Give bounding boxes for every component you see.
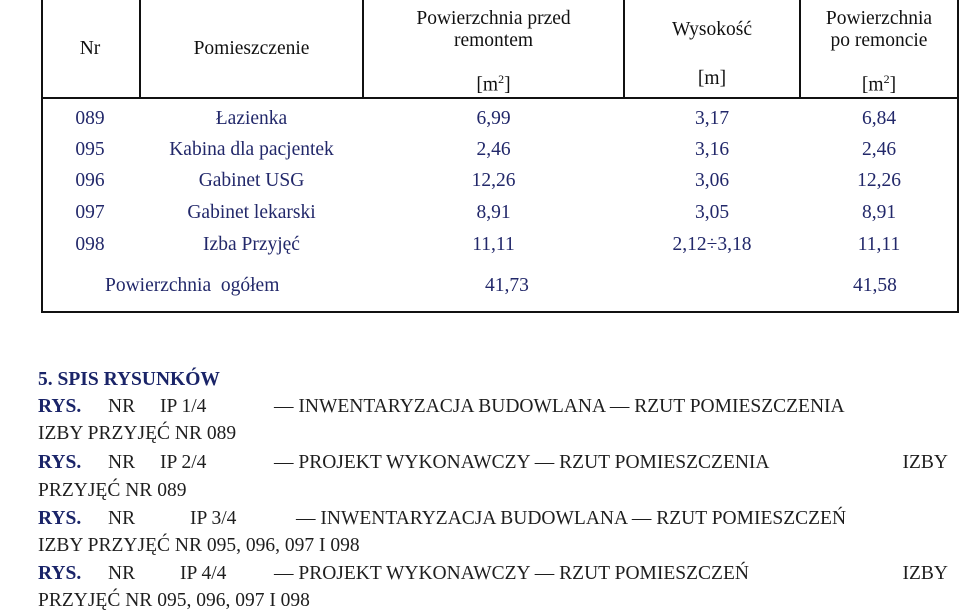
unit-height: [m] — [697, 68, 727, 89]
table-rule — [41, 97, 959, 99]
cell-height: 2,12÷3,18 — [672, 234, 752, 255]
cell-area-after: 8,91 — [861, 202, 897, 223]
cell-room: Gabinet USG — [198, 170, 305, 191]
drawing-description: — INWENTARYZACJA BUDOWLANA — RZUT POMIESZCZEŃ — [296, 508, 847, 529]
drawing-code: IP 3/4 — [190, 508, 237, 529]
cell-area-before: 8,91 — [476, 202, 511, 223]
drawing-description: — INWENTARYZACJA BUDOWLANA — RZUT POMIESZCZENIA — [274, 396, 845, 417]
cell-area-after: 2,46 — [861, 139, 897, 160]
drawing-prefix: RYS. — [38, 508, 82, 529]
cell-nr: 097 — [75, 202, 105, 223]
cell-nr: 096 — [75, 170, 105, 191]
cell-area-after: 6,84 — [861, 108, 897, 129]
area-table — [41, 0, 959, 313]
drawing-code: IP 2/4 — [160, 452, 207, 473]
cell-height: 3,06 — [694, 170, 730, 191]
section-heading: 5. SPIS RYSUNKÓW — [38, 369, 220, 390]
drawing-room-ref: IZBY PRZYJĘĆ NR 089 — [38, 423, 237, 444]
cell-area-before: 11,11 — [472, 234, 515, 255]
drawing-code: IP 4/4 — [180, 563, 227, 584]
drawing-room-ref: PRZYJĘĆ NR 095, 096, 097 I 098 — [38, 590, 310, 611]
total-area-before: 41,73 — [485, 275, 529, 296]
cell-room: Izba Przyjęć — [203, 234, 300, 255]
table-rule — [41, 311, 959, 313]
cell-room: Gabinet lekarski — [187, 202, 316, 223]
table-border-right — [957, 0, 959, 313]
cell-height: 3,17 — [694, 108, 730, 129]
cell-nr: 095 — [75, 139, 105, 160]
drawing-nr: NR — [108, 508, 136, 529]
total-label: Powierzchnia ogółem — [105, 275, 280, 296]
drawing-description-end: IZBY — [902, 452, 948, 473]
drawing-prefix: RYS. — [38, 452, 82, 473]
drawing-code: IP 1/4 — [160, 396, 207, 417]
header-height: Wysokość — [671, 19, 753, 40]
header-area-before: Powierzchnia przed remontem — [416, 8, 571, 51]
header-area-after: Powierzchnia po remoncie — [825, 8, 933, 51]
cell-room: Łazienka — [215, 108, 288, 129]
header-room: Pomieszczenie — [193, 38, 310, 59]
drawing-room-ref: PRZYJĘĆ NR 089 — [38, 480, 187, 501]
drawing-prefix: RYS. — [38, 396, 82, 417]
cell-height: 3,05 — [694, 202, 730, 223]
unit-area-after: $[m^2]$ — [861, 72, 897, 96]
cell-area-before: 2,46 — [476, 139, 511, 160]
drawing-nr: NR — [108, 396, 136, 417]
drawing-prefix: RYS. — [38, 563, 82, 584]
drawing-description: — PROJEKT WYKONAWCZY — RZUT POMIESZCZENIA — [274, 452, 770, 473]
unit-area-before: $[m^2]$ — [476, 72, 511, 96]
header-nr: Nr — [79, 38, 101, 59]
cell-area-after: 12,26 — [857, 170, 901, 191]
cell-room: Kabina dla pacjentek — [169, 139, 334, 160]
cell-area-before: 12,26 — [471, 170, 516, 191]
drawing-nr: NR — [108, 563, 136, 584]
drawing-nr: NR — [108, 452, 136, 473]
cell-nr: 089 — [75, 108, 105, 129]
drawing-description-end: IZBY — [902, 563, 948, 584]
cell-area-before: 6,99 — [476, 108, 511, 129]
drawing-room-ref: IZBY PRZYJĘĆ NR 095, 096, 097 I 098 — [38, 535, 360, 556]
cell-area-after: 11,11 — [857, 234, 901, 255]
drawing-description: — PROJEKT WYKONAWCZY — RZUT POMIESZCZEŃ — [274, 563, 749, 584]
total-area-after: 41,58 — [853, 275, 897, 296]
cell-nr: 098 — [75, 234, 105, 255]
cell-height: 3,16 — [694, 139, 730, 160]
